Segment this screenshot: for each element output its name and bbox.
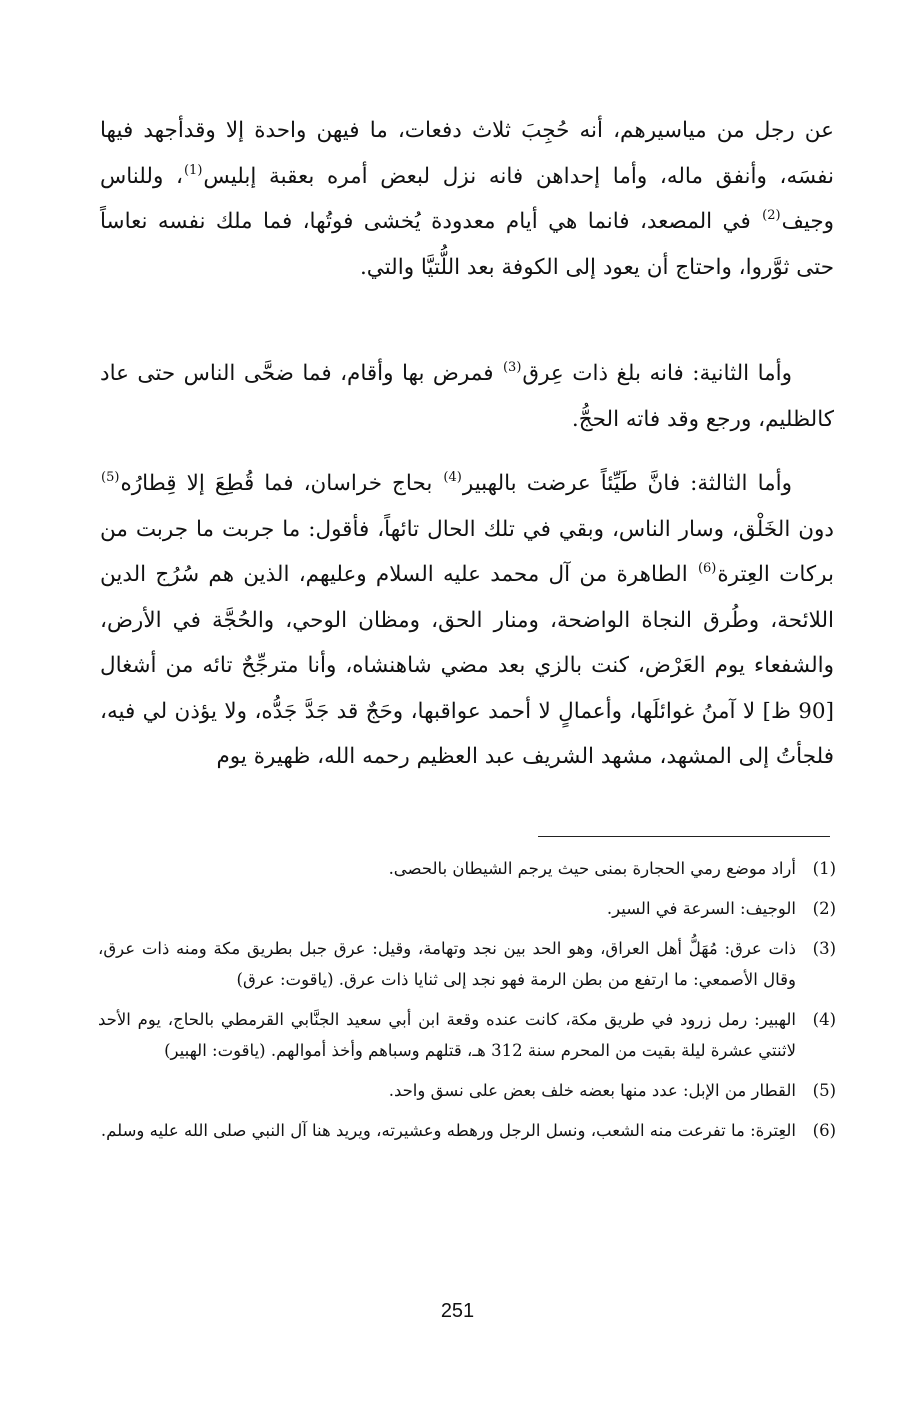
paragraph-text: فمرض بها وأقام، فما ضحَّى الناس حتى عاد كالظليم، ورجع وقد فاته الحجُّ. (100, 361, 834, 432)
footnote-text: القطار من الإبل: عدد منها بعضه خلف بعض على نسق واحد. (388, 1081, 796, 1100)
footnote-text: ذات عرق: مُهَلُّ أهل العراق، وهو الحد بين نجد وتهامة، وقيل: عرق جبل بطريق مكة ومنه ذات عرق، وقال الأصمعي: ما ارتفع من بطن الرمة فهو نجد إلى ثنايا ذات عرق. (ياقوت: عرق) (98, 939, 796, 989)
footnote-5 (98, 1075, 836, 1106)
footnote-1 (98, 853, 836, 884)
footnote-4 (98, 1004, 836, 1066)
paragraph-text: دون الخَلْق، وسار الناس، وبقي في تلك الحال تائهاً، فأقول: ما جربت ما جربت من بركات العِترة (100, 516, 835, 587)
footnote-number: (4) (812, 1010, 836, 1029)
paragraph-text: بحاج خراسان، فما قُطِعَ إلا قِطارُه (120, 471, 443, 496)
paragraph-text: وأما الثانية: فانه بلغ ذات عِرق (522, 361, 792, 386)
footnote-2 (98, 893, 836, 924)
footnote-number: (1) (812, 859, 836, 878)
footnote-reference-6: (6) (697, 561, 717, 576)
footnote-reference-1: (1) (183, 162, 203, 178)
footnote-number: (3) (812, 939, 836, 958)
paragraph-text: وأما الثالثة: فانَّ طَيِّئاً عرضت بالهبير (462, 471, 792, 496)
footnote-reference-2: (2) (762, 208, 781, 223)
footnote-text: أراد موضع رمي الحجارة بمنى حيث يرجم الشيطان بالحصى. (388, 859, 796, 878)
body-paragraph-1 (100, 108, 834, 290)
footnote-separator (538, 836, 830, 837)
paragraph-text: عن رجل من مياسيرهم، أنه حُجِبَ ثلاث دفعات، ما فيهن واحدة إلا وقدأجهد فيها نفسَه، وأنفق ماله، وأما إحداهن فانه نزل لبعض أمره بعقبة إبليس (100, 118, 835, 189)
paragraph-text: الطاهرة من آل محمد عليه السلام وعليهم، الذين هم سُرُج الدين اللائحة، وطُرق النجاة الواضحة، ومنار الحق، ومظان الوحي، والحُجَّة في الأرض، والشفعاء يوم العَرْض، كنت بالزي بعد مضي شاهنشاه، وأنا مترجِّحٌ تائه من أشغال [90 ظ] لا آمنُ غوائلَها، وأعمالٍ لا أحمد عواقبها، وحَجٌ قد جَدَّ جَدُّه، ولا يؤذن لي فيه، فلجأتُ إلى المشهد، مشهد الشريف عبد العظيم رحمه الله، ظهيرة يوم (100, 562, 834, 769)
footnote-3 (98, 933, 836, 995)
footnote-text: العِترة: ما تفرعت منه الشعب، ونسل الرجل ورهطه وعشيرته، ويريد هنا آل النبي صلى الله عليه وسلم. (100, 1121, 796, 1140)
footnote-number: (5) (812, 1081, 836, 1100)
footnote-number: (6) (812, 1121, 836, 1140)
footnote-reference-3: (3) (502, 360, 522, 375)
body-paragraph-2 (100, 351, 834, 442)
paragraph-text: في المصعد، فانما هي أيام معدودة يُخشى فوتُها، فما ملك نفسه نعاساً حتى ثوَّروا، واحتاج أن يعود إلى الكوفة بعد اللُّتيَّا والتي. (100, 209, 834, 280)
footnote-reference-4: (4) (443, 470, 462, 485)
body-paragraph-3 (100, 461, 834, 780)
footnote-reference-5: (5) (101, 470, 120, 485)
footnotes (98, 853, 836, 1155)
footnote-6 (98, 1115, 836, 1146)
footnote-text: الهبير: رمل زرود في طريق مكة، كانت عنده وقعة ابن أبي سعيد الجنَّابي القرمطي بالحاج، يوم الأحد لاثنتي عشرة ليلة بقيت من المحرم سنة 312 هـ، قتلهم وسباهم وأخذ أموالهم. (ياقوت: الهبير) (98, 1010, 796, 1060)
footnote-text: الوجيف: السرعة في السير. (606, 899, 796, 918)
page-number: 251 (440, 1300, 475, 1322)
footnote-number: (2) (812, 899, 836, 918)
paragraph-text: ، وللناس وجيف (100, 163, 834, 234)
